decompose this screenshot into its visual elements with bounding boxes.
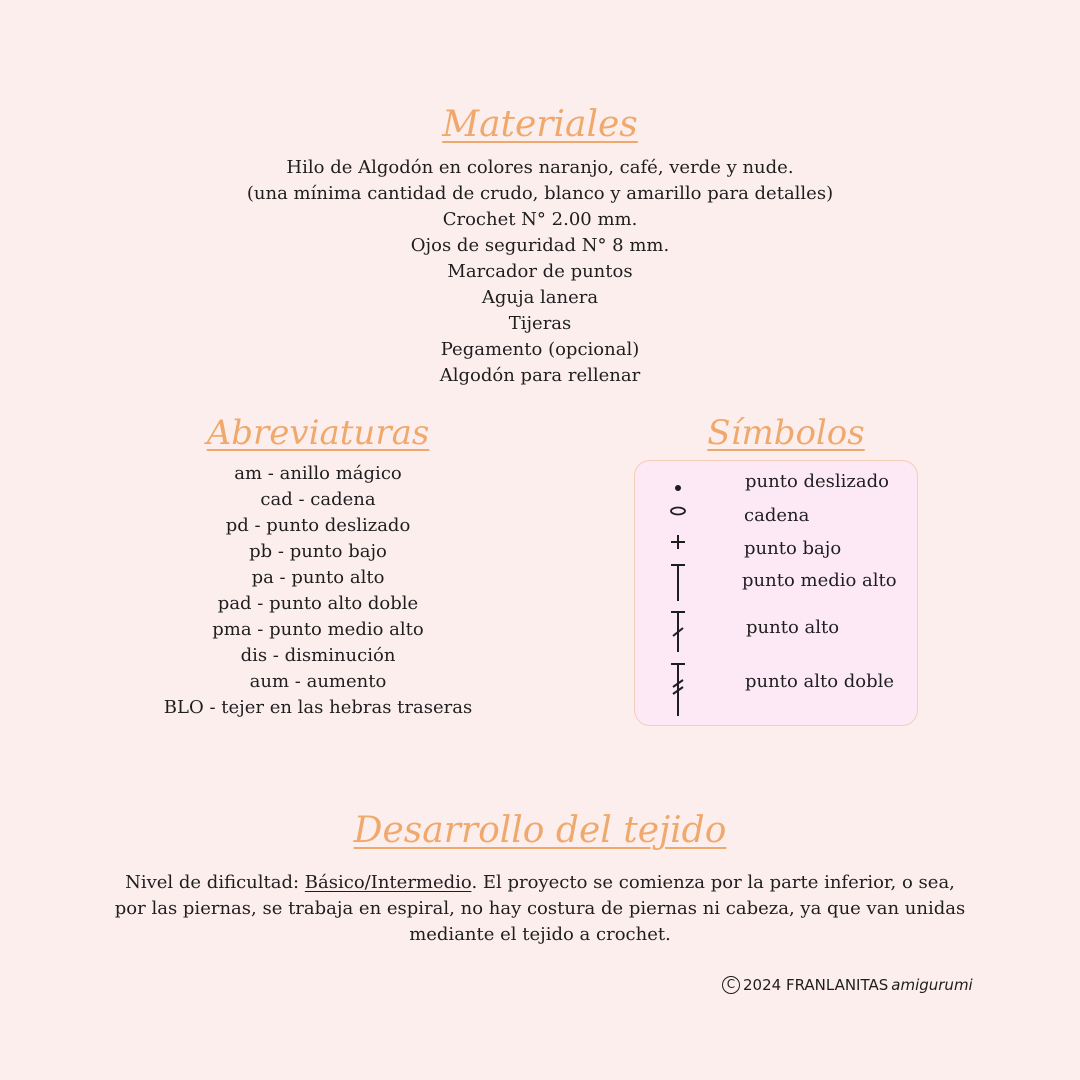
footer-brand: amigurumi <box>891 976 973 994</box>
difficulty-level: Básico/Intermedio <box>304 872 472 893</box>
symbol-label: cadena <box>744 505 810 526</box>
abreviatura-item: aum - aumento <box>249 671 387 692</box>
half-double-crochet-t-icon <box>668 562 688 604</box>
abreviatura-item: pb - punto bajo <box>249 541 387 562</box>
difficulty-prefix: Nivel de dificultad: <box>125 872 305 893</box>
symbol-label: punto deslizado <box>745 471 889 492</box>
abreviatura-item: pma - punto medio alto <box>212 619 424 640</box>
abreviatura-item: pa - punto alto <box>251 567 385 588</box>
slip-stitch-dot-icon <box>671 481 685 495</box>
abreviatura-item: cad - cadena <box>260 489 376 510</box>
copyright-footer <box>722 976 973 994</box>
materiales-item: Marcador de puntos <box>447 261 633 282</box>
chain-oval-icon <box>668 504 688 518</box>
materiales-item: Hilo de Algodón en colores naranjo, café, verde y nude. <box>286 157 794 178</box>
materiales-item: Crochet N° 2.00 mm. <box>442 209 638 230</box>
materiales-list <box>247 155 833 389</box>
materiales-item: Ojos de seguridad N° 8 mm. <box>410 235 670 256</box>
double-crochet-t-slash-icon <box>668 609 688 655</box>
symbol-label: punto bajo <box>744 538 842 559</box>
symbol-label: punto medio alto <box>742 570 897 591</box>
abreviatura-item: pd - punto deslizado <box>225 515 411 536</box>
materiales-item: (una mínima cantidad de crudo, blanco y amarillo para detalles) <box>246 183 834 204</box>
desarrollo-heading: Desarrollo del tejido <box>353 810 727 851</box>
desarrollo-body: . El proyecto se comienza por la parte inferior, o sea, por las piernas, se trabaja en espiral, no hay costura de piernas ni cabeza, ya que van unidas mediante el tejido a crochet. <box>114 872 966 945</box>
treble-crochet-t-double-slash-icon <box>668 661 688 719</box>
symbols-panel <box>634 460 918 726</box>
abreviatura-item: dis - disminución <box>240 645 396 666</box>
materiales-item: Aguja lanera <box>481 287 599 308</box>
symbol-label: punto alto doble <box>745 671 895 692</box>
abreviatura-item: pad - punto alto doble <box>217 593 419 614</box>
materiales-item: Pegamento (opcional) <box>440 339 640 360</box>
simbolos-heading: Símbolos <box>707 413 865 453</box>
abreviatura-item: am - anillo mágico <box>234 463 402 484</box>
materiales-item: Algodón para rellenar <box>439 365 641 386</box>
abreviatura-item: BLO - tejer en las hebras traseras <box>163 697 473 718</box>
desarrollo-paragraph <box>110 870 970 948</box>
abreviaturas-list <box>164 461 472 721</box>
footer-text: 2024 FRANLANITAS <box>743 976 889 994</box>
materiales-item: Tijeras <box>508 313 572 334</box>
materiales-heading: Materiales <box>442 104 638 145</box>
single-crochet-plus-icon <box>668 532 688 552</box>
copyright-icon: C <box>722 976 740 994</box>
symbol-label: punto alto <box>746 617 840 638</box>
abreviaturas-heading: Abreviaturas <box>206 413 430 453</box>
